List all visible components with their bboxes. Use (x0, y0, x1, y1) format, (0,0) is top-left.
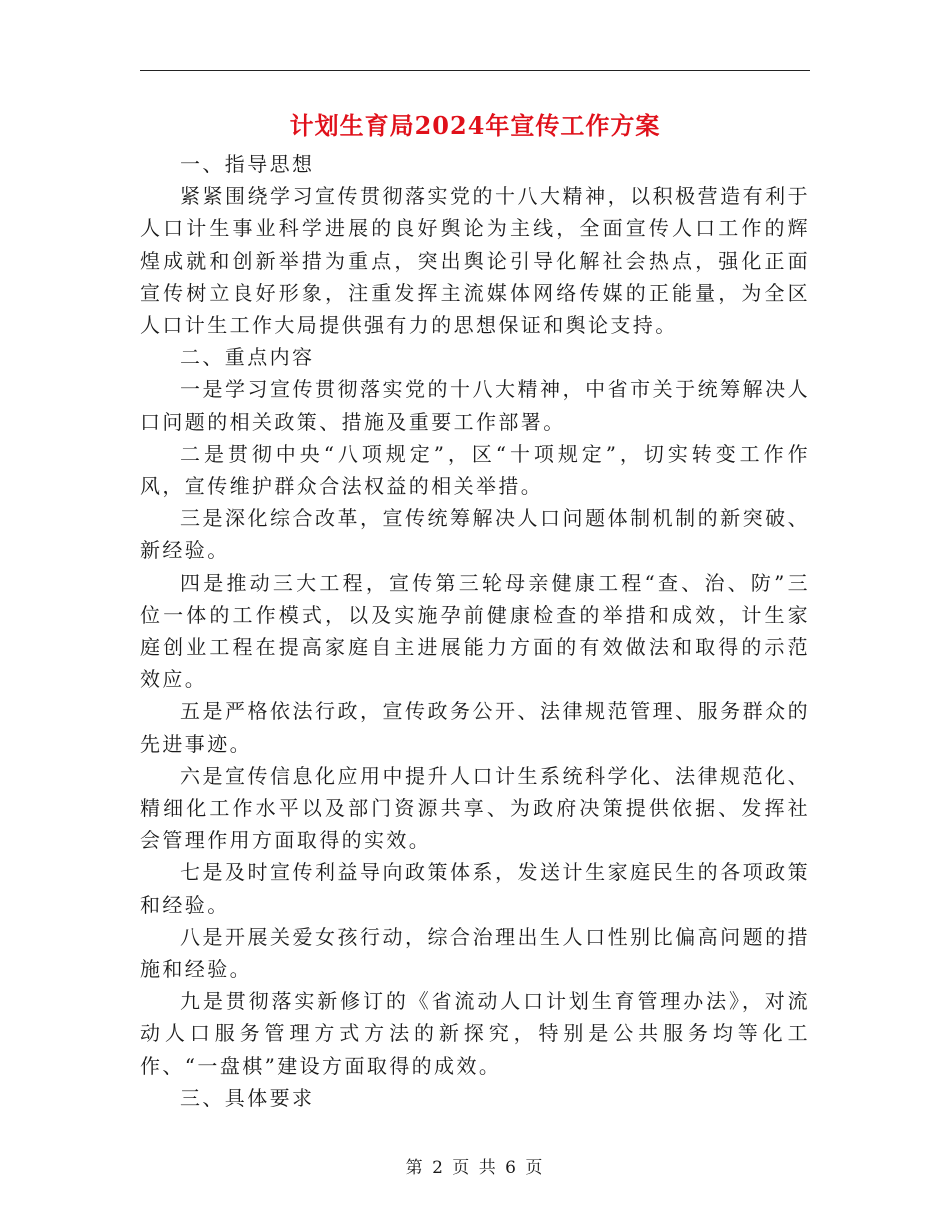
section-heading-specific-requirements: 三、具体要求 (180, 1085, 315, 1110)
paragraph-key-content-5: 五是严格依法行政，宣传政务公开、法律规范管理、服务群众的先进事迹。 (140, 699, 810, 756)
section-heading-guiding-ideology: 一、指导思想 (180, 152, 315, 176)
paragraph-key-content-2: 二是贯彻中央“八项规定”，区“十项规定”，切实转变工作作风，宣传维护群众合法权益的相关举措。 (140, 441, 810, 499)
paragraph-key-content-4: 四是推动三大工程，宣传第三轮母亲健康工程“查、治、防”三位一体的工作模式，以及实施孕前健康检查的举措和成效，计生家庭创业工程在提高家庭自主进展能力方面的有效做法和取得的示范效应。 (140, 570, 810, 692)
paragraph-key-content-3: 三是深化综合改革，宣传统筹解决人口问题体制机制的新突破、新经验。 (140, 506, 810, 563)
paragraph-key-content-8: 八是开展关爱女孩行动，综合治理出生人口性别比偏高问题的措施和经验。 (140, 924, 810, 982)
paragraph-key-content-6: 六是宣传信息化应用中提升人口计生系统科学化、法律规范化、精细化工作水平以及部门资源共享、为政府决策提供依据、发挥社会管理作用方面取得的实效。 (140, 763, 810, 853)
document-title: 计划生育局2024年宣传工作方案 (289, 111, 661, 140)
paragraph-key-content-1: 一是学习宣传贯彻落实党的十八大精神，中省市关于统筹解决人口问题的相关政策、措施及重要工作部署。 (140, 377, 810, 434)
section-heading-key-content: 二、重点内容 (180, 345, 315, 370)
page-number: 第 2 页 共 6 页 (405, 1158, 545, 1178)
paragraph-guiding-ideology: 紧紧围绕学习宣传贯彻落实党的十八大精神，以积极营造有利于人口计生事业科学进展的良好舆论为主线，全面宣传人口工作的辉煌成就和创新举措为重点，突出舆论引导化解社会热点，强化正面宣传树立良好形象，注重发挥主流媒体网络传媒的正能量，为全区人口计生工作大局提供强有力的思想保证和舆论支持。 (140, 184, 810, 338)
paragraph-key-content-7: 七是及时宣传利益导向政策体系，发送计生家庭民生的各项政策和经验。 (140, 860, 810, 917)
paragraph-key-content-9: 九是贯彻落实新修订的《省流动人口计划生育管理办法》，对流动人口服务管理方式方法的新探究，特别是公共服务均等化工作、“一盘棋”建设方面取得的成效。 (140, 989, 810, 1078)
header-rule (140, 70, 810, 71)
document-body (140, 148, 810, 1114)
